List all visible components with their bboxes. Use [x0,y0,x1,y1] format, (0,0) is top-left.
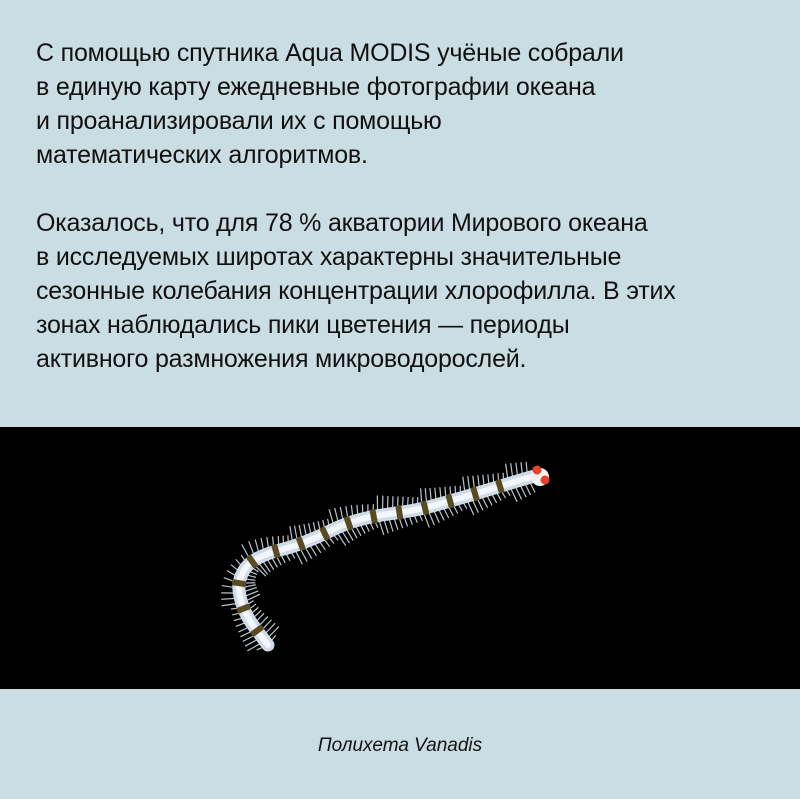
photo-caption: Полихета Vanadis [317,735,483,756]
worm-eye-left [533,466,542,475]
worm-photo [0,427,800,689]
paragraph-2: Оказалось, что для 78 % акватории Мирового океана в исследуемых широтах характерны значительные сезонные колебания концентрации хлорофилла. В этих зонах наблюдались пики цветения — периоды активного размножения микроводорослей. [36,209,676,373]
worm-head [531,466,550,487]
text-block [36,36,776,376]
worm-eye-right [541,476,550,485]
paragraph-1: С помощью спутника Aqua MODIS учёные собрали в единую карту ежедневные фотографии океана и проанализировали их с помощью математических алгоритмов. [36,39,624,169]
polychaete-worm-image [0,427,800,689]
